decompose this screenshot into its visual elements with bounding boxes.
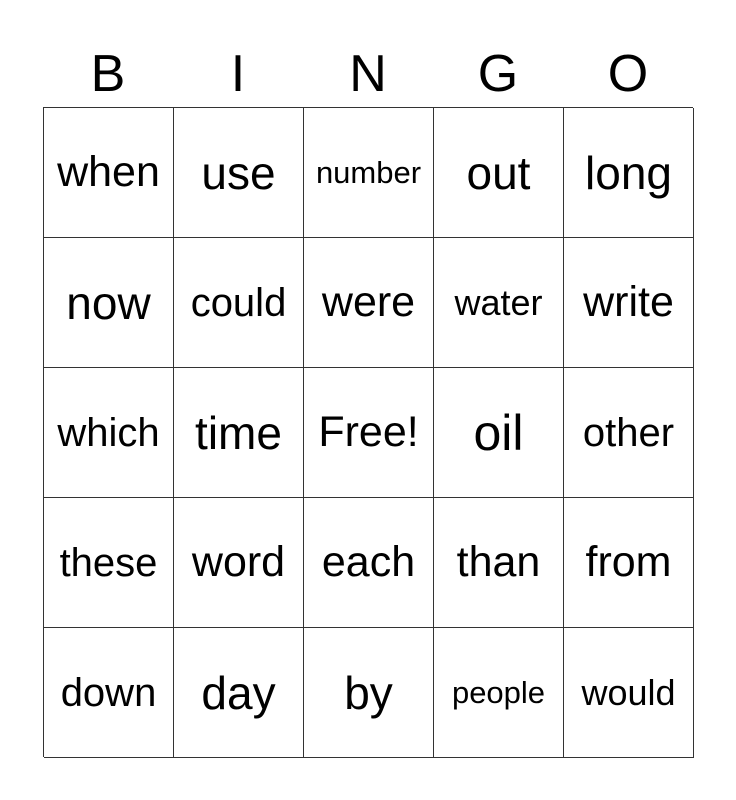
header-letter-i: I xyxy=(230,45,246,103)
bingo-cell-free-space[interactable]: Free! xyxy=(304,368,434,498)
bingo-cell[interactable]: number xyxy=(304,108,434,238)
bingo-cell[interactable]: word xyxy=(174,498,304,628)
header-letter-n: N xyxy=(349,45,387,103)
bingo-board xyxy=(43,107,693,757)
bingo-cell[interactable]: out xyxy=(434,108,564,238)
bingo-cell[interactable]: water xyxy=(434,238,564,368)
bingo-cell[interactable]: than xyxy=(434,498,564,628)
bingo-cell[interactable]: use xyxy=(174,108,304,238)
bingo-cell[interactable]: down xyxy=(44,628,174,758)
bingo-header xyxy=(43,42,693,106)
header-letter-b: B xyxy=(90,45,126,103)
bingo-cell[interactable]: which xyxy=(44,368,174,498)
bingo-cell[interactable]: now xyxy=(44,238,174,368)
bingo-cell[interactable]: when xyxy=(44,108,174,238)
bingo-cell[interactable]: each xyxy=(304,498,434,628)
bingo-cell[interactable]: from xyxy=(564,498,694,628)
bingo-cell[interactable]: by xyxy=(304,628,434,758)
bingo-cell[interactable]: day xyxy=(174,628,304,758)
bingo-cell[interactable]: other xyxy=(564,368,694,498)
bingo-cell[interactable]: would xyxy=(564,628,694,758)
bingo-cell[interactable]: were xyxy=(304,238,434,368)
header-letter-o: O xyxy=(607,45,649,103)
bingo-cell[interactable]: these xyxy=(44,498,174,628)
header-letter-g: G xyxy=(477,45,519,103)
bingo-cell[interactable]: long xyxy=(564,108,694,238)
bingo-cell[interactable]: oil xyxy=(434,368,564,498)
bingo-cell[interactable]: people xyxy=(434,628,564,758)
bingo-cell[interactable]: write xyxy=(564,238,694,368)
bingo-cell[interactable]: time xyxy=(174,368,304,498)
bingo-cell[interactable]: could xyxy=(174,238,304,368)
